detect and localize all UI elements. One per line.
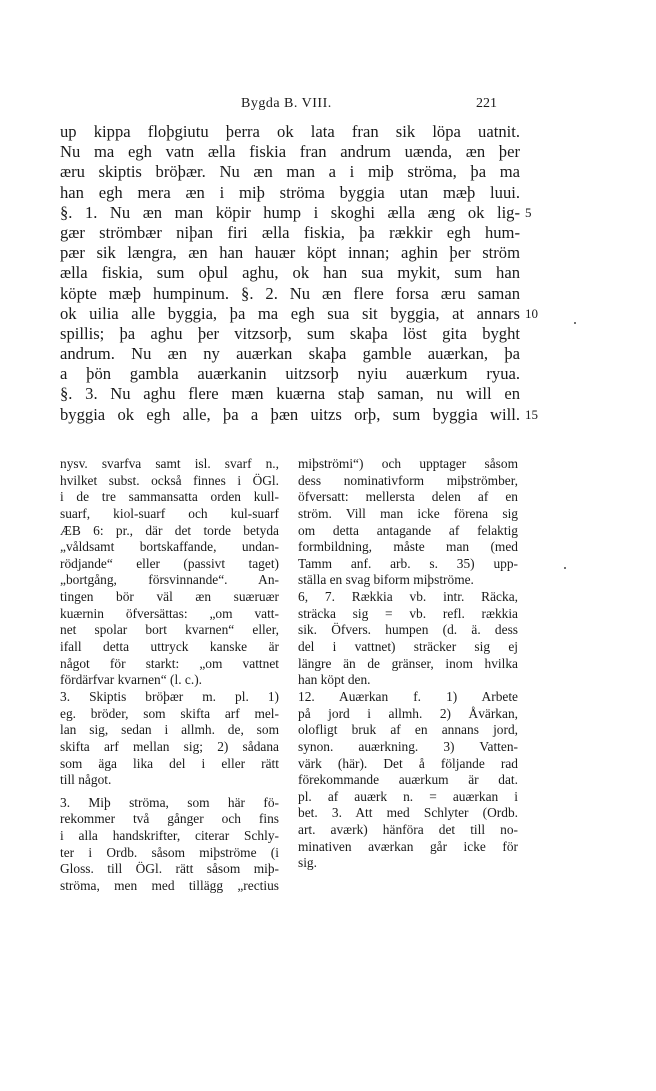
- text-line: [60, 303, 538, 324]
- text-line: [60, 122, 520, 142]
- note-line: Gloss. till ÖGl. rätt såsom miþ-: [60, 861, 279, 877]
- note-line: ställa en svag biform miþströme.: [298, 572, 474, 588]
- note-line: minativen aværkan går icke för: [298, 838, 518, 854]
- text-line: [60, 243, 520, 263]
- note-line: ifall detta uttryck kanske är: [60, 639, 279, 655]
- note-line: synon. auærkning. 3) Vatten-: [298, 738, 518, 754]
- running-title: Bygda B. VIII.: [241, 96, 332, 111]
- text-line-content: §. 3. Nu aghu flere mæn kuærna staþ saman, nu will en: [60, 384, 520, 404]
- note-line: sträcka sig = vb. refl. rækkia: [298, 605, 518, 621]
- note-line: 3. Skiptis bröþær m. pl. 1): [60, 688, 279, 704]
- note-line: olofligt bruk af en annans jord,: [298, 722, 518, 738]
- text-line: [60, 183, 520, 203]
- note-line: pl. af auærk n. = auærkan i: [298, 788, 518, 804]
- note-line: värk (här). Det å följande rad: [298, 755, 518, 771]
- note-line: om detta antagande af felaktig: [298, 522, 518, 538]
- note-line: net spolar bort kvarnen“ eller,: [60, 622, 279, 638]
- note-line: formbildning, måste man (med: [298, 539, 518, 555]
- text-line-content: ok uilia alle byggia, þa ma egh sua sit byggia, at annars: [60, 303, 520, 323]
- note-line: tingen bör väl æn suæruær: [60, 589, 279, 605]
- note-line: ter i Ordb. såsom miþströme (i: [60, 844, 279, 860]
- speck-mark: [564, 567, 566, 569]
- note-line: rödjande“ eller (passivt taget): [60, 555, 279, 571]
- notes-column-right: [298, 456, 518, 872]
- text-line-content: pær sik længra, æn han hauær köpt innan; aghin þer ström: [60, 243, 520, 263]
- note-line: som äga lika del i eller rätt: [60, 755, 279, 771]
- note-line: nysv. svarfva samt isl. svarf n.,: [60, 456, 279, 471]
- text-line-content: spillis; þa aghu þer vitzsorþ, sum skaþa löst gita byght: [60, 323, 520, 343]
- text-line: [60, 142, 520, 162]
- note-line: i de tre sammansatta orden kull-: [60, 489, 279, 505]
- note-line: „bortgång, försvinnande“. An-: [60, 572, 279, 588]
- line-number: 5: [525, 204, 532, 220]
- note-line: han köpt den.: [298, 672, 371, 688]
- note-line: 12. Auærkan f. 1) Arbete: [298, 688, 518, 704]
- text-line-content: æru skiptis bröþær. Nu æn man a i miþ ströma, þa ma: [60, 162, 520, 182]
- main-text: [60, 122, 538, 425]
- running-header: [0, 96, 656, 116]
- text-line: [60, 284, 520, 304]
- note-line: till något.: [60, 772, 112, 788]
- speck-mark: [574, 322, 576, 324]
- note-line: längre än de gränser, inom hvilka: [298, 655, 518, 671]
- note-line: på jord i allmh. 2) Åvärkan,: [298, 705, 518, 721]
- text-line-content: a þön gambla auærkanin uitzsorþ nyiu auærkum ryua.: [60, 364, 520, 384]
- note-line: ÆB 6: pr., där det torde betyda: [60, 522, 279, 538]
- note-line: art. aværk) hänföra det till no-: [298, 822, 518, 838]
- note-line: eg. bröder, som skifta arf mel-: [60, 705, 279, 721]
- note-line: hvilket subst. också finnes i ÖGl.: [60, 472, 279, 488]
- text-line-content: Nu ma egh vatn ælla fiskia fran andrum uænda, æn þer: [60, 142, 520, 162]
- text-line-content: §. 1. Nu æn man köpir hump i skoghi ælla æng ok lig-: [60, 202, 520, 222]
- note-line: fördärfvar kvarnen“ (l. c.).: [60, 672, 203, 688]
- text-line-content: byggia ok egh alle, þa a þæn uitzs orþ, sum byggia will.: [60, 404, 520, 424]
- text-line: [60, 364, 520, 384]
- text-line-content: köpte mæþ humpinum. §. 2. Nu æn flere forsa æru saman: [60, 283, 520, 303]
- text-line: [60, 404, 538, 425]
- line-number: 15: [525, 406, 538, 422]
- text-line: [60, 263, 520, 283]
- note-line: öfversatt: mellersta delen af en: [298, 489, 518, 505]
- text-line: [60, 324, 520, 344]
- note-line: i alla handskrifter, citerar Schly-: [60, 828, 279, 844]
- text-line: [60, 202, 532, 223]
- note-line: något för starkt: „om vattnet: [60, 655, 279, 671]
- text-line-content: up kippa floþgiutu þerra ok lata fran sik löpa uatnit.: [60, 122, 520, 141]
- note-line: del i vattnet) sträcker sig ej: [298, 639, 518, 655]
- note-line: kuærnin öfversättas: „om vatt-: [60, 605, 279, 621]
- text-line: [60, 162, 520, 182]
- note-line: dess nominativform miþströmber,: [298, 472, 518, 488]
- note-line: förekommande auærkum är dat.: [298, 772, 518, 788]
- note-line: ströma, men med tillägg „rectius: [60, 878, 279, 894]
- note-line: suarf, kiol-suarf och kul-suarf: [60, 505, 279, 521]
- note-line: bet. 3. Att med Schlyter (Ordb.: [298, 805, 518, 821]
- note-line: miþströmi“) och upptager såsom: [298, 456, 518, 471]
- text-line-content: andrum. Nu æn ny auærkan skaþa gamble auærkan, þa: [60, 344, 520, 364]
- text-line: [60, 384, 520, 404]
- line-number: 10: [525, 305, 538, 321]
- note-line: rekommer två gånger och fins: [60, 811, 279, 827]
- note-line: 6, 7. Rækkia vb. intr. Räcka,: [298, 589, 518, 605]
- note-line: sig.: [298, 855, 317, 871]
- note-line: lan sig, sedan i allmh. de, som: [60, 722, 279, 738]
- text-line-content: ælla fiskia, sum oþul aghu, ok han sua mykit, sum han: [60, 263, 520, 283]
- text-line-content: han egh mera æn i miþ ströma byggia utan mæþ luui.: [60, 182, 520, 202]
- notes-column-left: [60, 456, 279, 895]
- note-line: „våldsamt bortskaffande, undan-: [60, 539, 279, 555]
- page-number: 221: [476, 96, 497, 111]
- note-line: skifta arf mellan sig; 2) sådana: [60, 738, 279, 754]
- text-line-content: gær strömbær niþan firi ælla fiskia, þa rækkir egh hum-: [60, 222, 520, 242]
- note-line: 3. Miþ ströma, som här fö-: [60, 794, 279, 810]
- text-line: [60, 344, 520, 364]
- note-line: sik. Öfvers. humpen (d. ä. dess: [298, 622, 518, 638]
- note-line: ström. Vill man icke förena sig: [298, 505, 518, 521]
- text-line: [60, 223, 520, 243]
- note-line: Tamm anf. arb. s. 35) upp-: [298, 555, 518, 571]
